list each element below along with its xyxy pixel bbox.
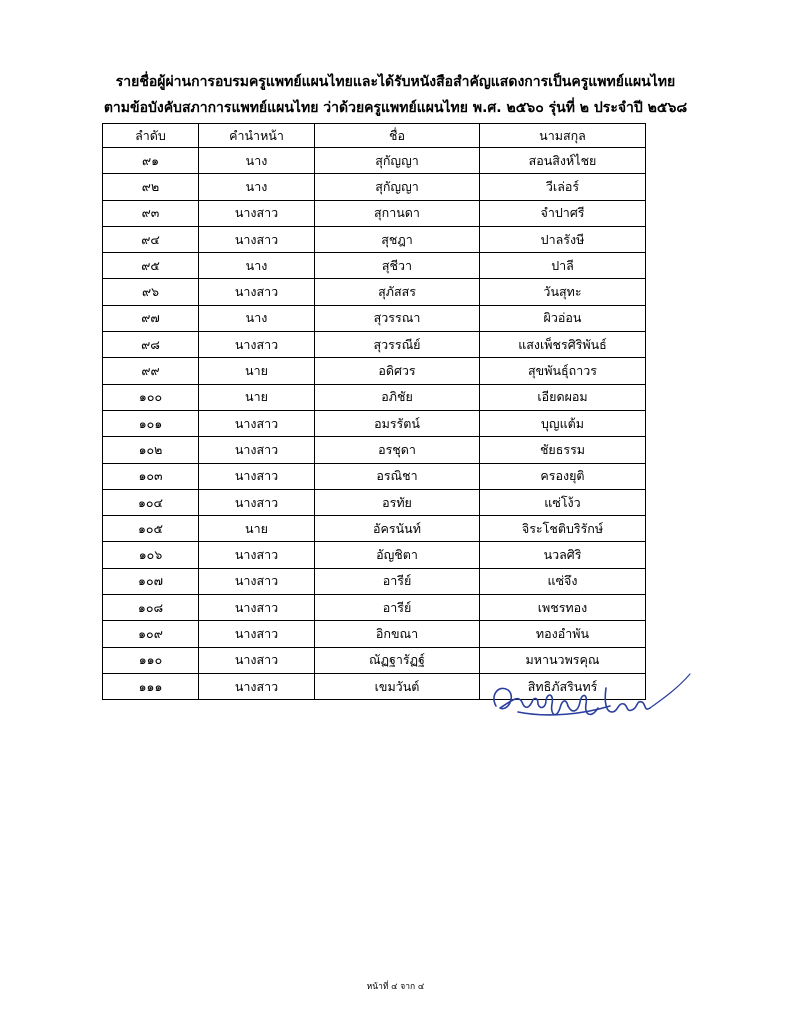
cell-last-name: ปาลรังษี [480, 226, 646, 252]
table-row [103, 516, 646, 542]
cell-prefix: นาง [199, 148, 315, 174]
cell-prefix: นางสาว [199, 226, 315, 252]
cell-prefix: นางสาว [199, 542, 315, 568]
cell-first-name: อารีย์ [315, 595, 480, 621]
cell-order: ๙๓ [103, 200, 199, 226]
cell-prefix: นางสาว [199, 647, 315, 673]
cell-order: ๑๐๗ [103, 568, 199, 594]
cell-prefix: นางสาว [199, 621, 315, 647]
cell-last-name: มหานวพรคุณ [480, 647, 646, 673]
cell-order: ๑๐๐ [103, 384, 199, 410]
cell-order: ๙๗ [103, 305, 199, 331]
cell-first-name: สุวรรณา [315, 305, 480, 331]
cell-order: ๙๘ [103, 332, 199, 358]
cell-first-name: สุกัญญา [315, 148, 480, 174]
table-row [103, 410, 646, 436]
signature-icon [488, 668, 698, 728]
cell-order: ๑๑๐ [103, 647, 199, 673]
cell-last-name: นวลศิริ [480, 542, 646, 568]
cell-prefix: นาง [199, 305, 315, 331]
cell-first-name: อดิศวร [315, 358, 480, 384]
cell-last-name: แสงเพ็ชรศิริพันธ์ [480, 332, 646, 358]
table-row [103, 226, 646, 252]
cell-order: ๑๐๑ [103, 410, 199, 436]
cell-first-name: อรชุดา [315, 437, 480, 463]
cell-first-name: อรทัย [315, 489, 480, 515]
cell-order: ๑๐๒ [103, 437, 199, 463]
cell-first-name: อัครนันท์ [315, 516, 480, 542]
cell-last-name: เอียดผอม [480, 384, 646, 410]
cell-last-name: แซ่จึง [480, 568, 646, 594]
column-header-first-name: ชื่อ [315, 124, 480, 148]
cell-last-name: แซ่โง้ว [480, 489, 646, 515]
cell-order: ๙๕ [103, 253, 199, 279]
table-row [103, 253, 646, 279]
cell-last-name: จำปาศรี [480, 200, 646, 226]
cell-first-name: เขมวันต์ [315, 673, 480, 699]
table-row [103, 595, 646, 621]
roster-table-body [103, 148, 646, 700]
cell-order: ๑๐๘ [103, 595, 199, 621]
cell-first-name: อรณิชา [315, 463, 480, 489]
table-row [103, 621, 646, 647]
cell-last-name: วีเล่อร์ [480, 174, 646, 200]
cell-prefix: นางสาว [199, 489, 315, 515]
table-header-row [103, 124, 646, 148]
roster-table [102, 123, 646, 700]
cell-prefix: นาย [199, 516, 315, 542]
cell-order: ๑๑๑ [103, 673, 199, 699]
cell-first-name: อภิชัย [315, 384, 480, 410]
column-header-last-name: นามสกุล [480, 124, 646, 148]
cell-last-name: บุญแต้ม [480, 410, 646, 436]
cell-prefix: นาย [199, 358, 315, 384]
cell-first-name: ณัฏฐารัฏฐ์ [315, 647, 480, 673]
cell-prefix: นางสาว [199, 568, 315, 594]
cell-prefix: นาง [199, 253, 315, 279]
cell-order: ๑๐๙ [103, 621, 199, 647]
cell-order: ๑๐๕ [103, 516, 199, 542]
cell-order: ๑๐๖ [103, 542, 199, 568]
cell-last-name: ปาลี [480, 253, 646, 279]
cell-first-name: อิกขณา [315, 621, 480, 647]
cell-order: ๑๐๓ [103, 463, 199, 489]
cell-first-name: อารีย์ [315, 568, 480, 594]
cell-first-name: สุภัสสร [315, 279, 480, 305]
cell-order: ๙๙ [103, 358, 199, 384]
cell-prefix: นางสาว [199, 410, 315, 436]
cell-last-name: ชัยธรรม [480, 437, 646, 463]
cell-first-name: สุกานดา [315, 200, 480, 226]
cell-order: ๑๐๔ [103, 489, 199, 515]
cell-last-name: สุขพันธุ์ถาวร [480, 358, 646, 384]
cell-prefix: นาง [199, 174, 315, 200]
cell-prefix: นางสาว [199, 595, 315, 621]
table-row [103, 305, 646, 331]
cell-order: ๙๑ [103, 148, 199, 174]
table-row [103, 463, 646, 489]
cell-last-name: วันสุทะ [480, 279, 646, 305]
cell-last-name: ผิวอ่อน [480, 305, 646, 331]
cell-first-name: อมรรัตน์ [315, 410, 480, 436]
page-number: หน้าที่ ๔ จาก ๔ [366, 982, 425, 992]
cell-last-name: ทองอำพัน [480, 621, 646, 647]
cell-last-name: ครองยุติ [480, 463, 646, 489]
table-row [103, 200, 646, 226]
table-row [103, 384, 646, 410]
cell-prefix: นางสาว [199, 673, 315, 699]
table-row [103, 358, 646, 384]
cell-prefix: นางสาว [199, 437, 315, 463]
cell-last-name: เพชรทอง [480, 595, 646, 621]
cell-order: ๙๔ [103, 226, 199, 252]
cell-order: ๙๖ [103, 279, 199, 305]
cell-first-name: สุวรรณีย์ [315, 332, 480, 358]
table-row [103, 148, 646, 174]
table-row [103, 332, 646, 358]
cell-prefix: นางสาว [199, 279, 315, 305]
cell-prefix: นางสาว [199, 463, 315, 489]
cell-last-name: จิระโชติบริรักษ์ [480, 516, 646, 542]
cell-order: ๙๒ [103, 174, 199, 200]
table-row [103, 568, 646, 594]
table-row [103, 279, 646, 305]
cell-prefix: นางสาว [199, 332, 315, 358]
column-header-prefix: คำนำหน้า [199, 124, 315, 148]
column-header-order: ลำดับ [103, 124, 199, 148]
document-title-line2: ตามข้อบังคับสภาการแพทย์แผนไทย ว่าด้วยครูแพทย์แผนไทย พ.ศ. ๒๕๖๐ รุ่นที่ ๒ ประจำปี ๒๕๖๘ [103, 100, 688, 116]
cell-first-name: อัญชิตา [315, 542, 480, 568]
cell-first-name: สุกัญญา [315, 174, 480, 200]
table-row [103, 542, 646, 568]
cell-last-name: สิทธิภัสรินทร์ [480, 673, 646, 699]
table-row [103, 489, 646, 515]
cell-prefix: นาย [199, 384, 315, 410]
cell-last-name: สอนสิงห์ไชย [480, 148, 646, 174]
cell-first-name: สุชฎา [315, 226, 480, 252]
document-title-line1: รายชื่อผู้ผ่านการอบรมครูแพทย์แผนไทยและได้รับหนังสือสำคัญแสดงการเป็นครูแพทย์แผนไทย [115, 74, 676, 90]
table-row [103, 174, 646, 200]
table-row [103, 437, 646, 463]
cell-prefix: นางสาว [199, 200, 315, 226]
cell-first-name: สุชีวา [315, 253, 480, 279]
